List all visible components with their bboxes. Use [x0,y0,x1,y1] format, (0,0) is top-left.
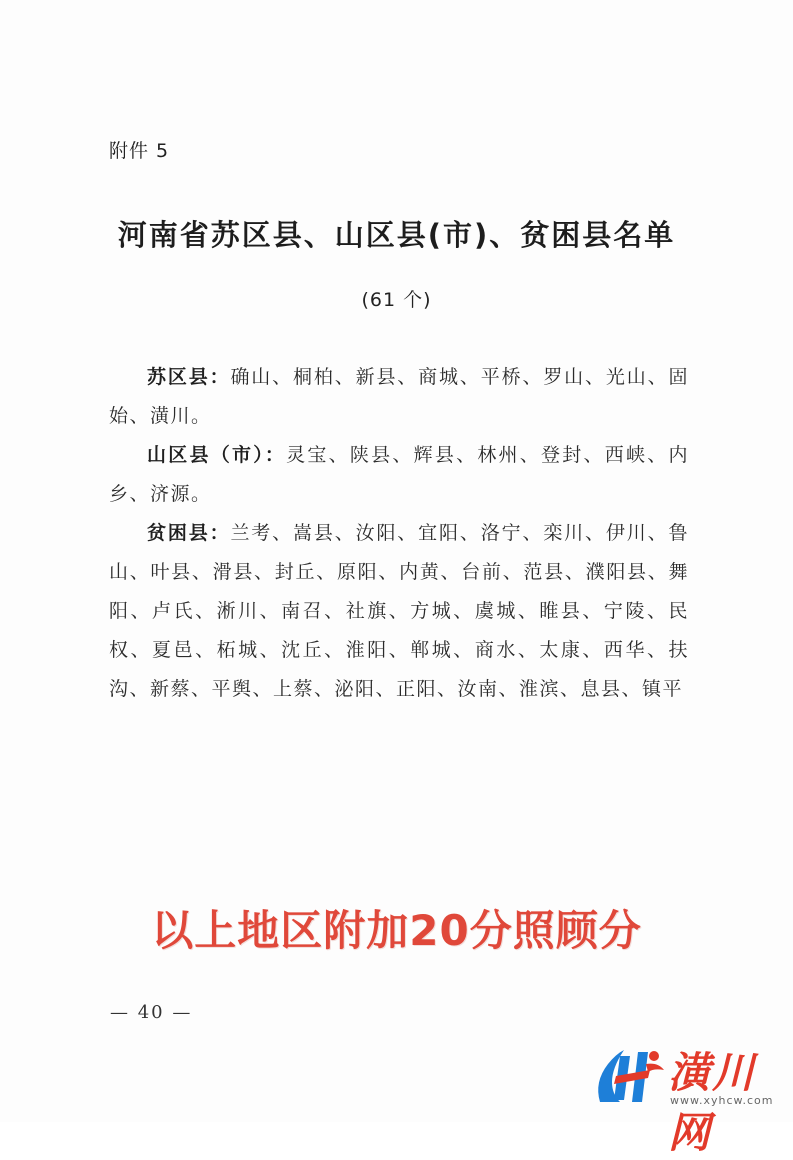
page-number: — 40 — [110,1002,193,1023]
county-count: (61 个) [361,289,432,311]
section-label: 苏区县： [147,366,231,388]
site-watermark [590,1040,790,1157]
bonus-points-note: 以上地区附加20分照顾分 [151,906,642,955]
section-label: 贫困县： [147,522,231,544]
section-text: 灵宝、陕县、辉县、林州、登封、西峡、内乡、济源。 [109,444,689,505]
section-label: 山区县（市）： [147,444,287,466]
site-url: www.xyhcw.com [670,1094,774,1107]
section-mountain-counties [109,436,689,514]
section-poverty-counties [109,514,689,709]
section-soviet-counties [109,358,689,436]
site-logo-icon [590,1042,670,1112]
page-title: 河南省苏区县、山区县(市)、贫困县名单 [117,218,676,252]
county-list [109,358,689,709]
section-text: 确山、桐柏、新县、商城、平桥、罗山、光山、固始、潢川。 [109,366,689,427]
attachment-label: 附件 5 [109,140,170,162]
section-text: 兰考、嵩县、汝阳、宜阳、洛宁、栾川、伊川、鲁山、叶县、滑县、封丘、原阳、内黄、台前、范县、濮阳县、舞阳、卢氏、淅川、南召、社旗、方城、虞城、睢县、宁陵、民权、夏邑、柘城、沈丘、淮阳、郸城、商水、太康、西华、扶沟、新蔡、平舆、上蔡、泌阳、正阳、汝南、淮滨、息县、镇平 [109,522,689,700]
site-name: 潢川网 [668,1048,757,1157]
